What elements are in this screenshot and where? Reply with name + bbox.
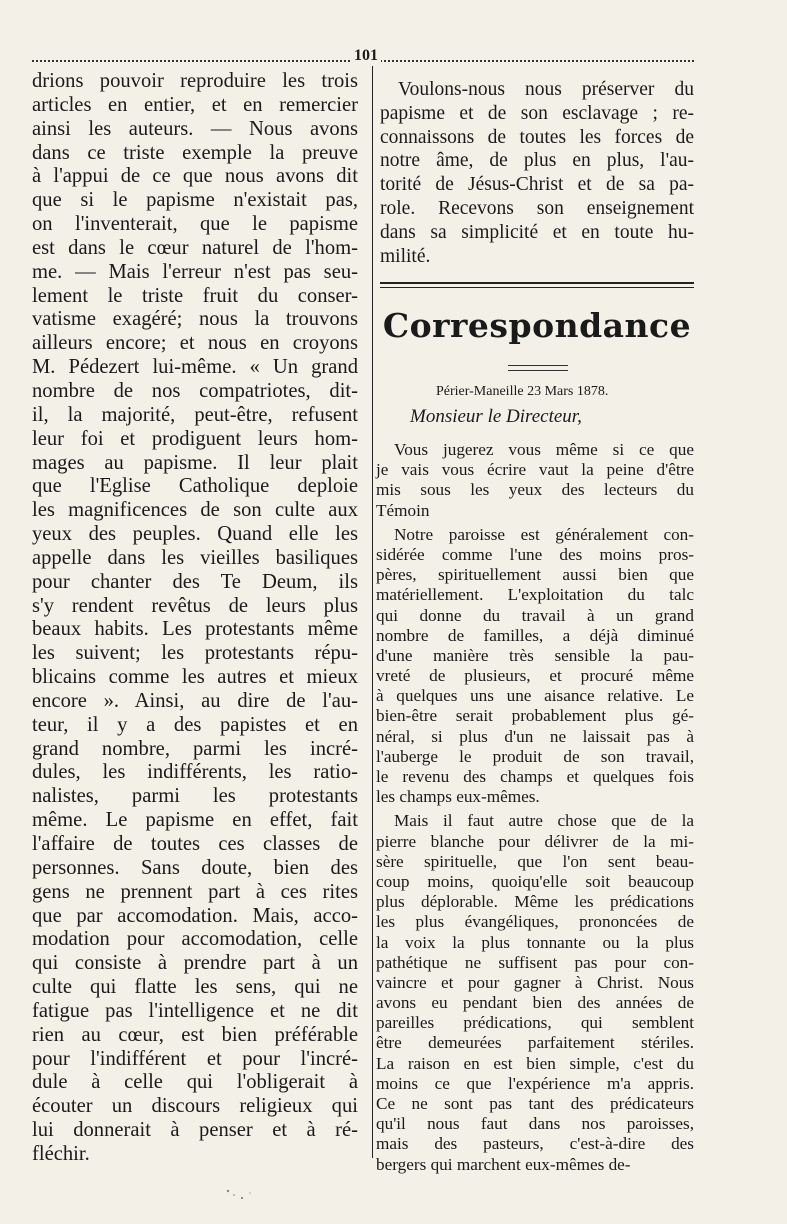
- left-column-line: pour l'indifférent et pour l'incré-: [32, 1047, 358, 1070]
- letter-line: coup moins, quoiqu'elle soit beaucoup: [376, 871, 694, 891]
- right-column-line: torité de Jésus-Christ et de sa pa-: [380, 174, 694, 196]
- letter-line: Témoin: [376, 500, 430, 520]
- left-column-line: me. — Mais l'erreur n'est pas seu-: [32, 260, 358, 283]
- left-column-line: M. Pédezert lui-même. « Un grand: [32, 356, 358, 379]
- left-column-line: dule à celle qui l'obligerait à: [32, 1071, 358, 1094]
- letter-line: qu'il nous faut dans nos paroisses,: [376, 1114, 694, 1134]
- letter-line: sidérée comme l'une des moins pros-: [376, 544, 694, 564]
- letter-line: La raison en est bien simple, c'est du: [376, 1053, 694, 1073]
- left-column-line: les suivent; les protestants répu-: [32, 642, 358, 665]
- letter-line: avons eu pendant bien des années de: [376, 993, 694, 1013]
- left-column-line: appelle dans les vieilles basiliques: [32, 546, 358, 569]
- letter-line: bergers qui marchent eux-mêmes de-: [376, 1154, 631, 1174]
- left-column-line: les magnificences de son culte aux: [32, 499, 358, 522]
- left-column-line: teur, il y a des papistes et en: [32, 713, 358, 736]
- left-column-line: modation pour accomodation, celle: [32, 928, 358, 951]
- left-column-line: culte qui flatte les sens, qui ne: [32, 976, 358, 999]
- letter-line: Notre paroisse est généralement con-: [394, 524, 694, 544]
- left-column-line: pour chanter des Te Deum, ils: [32, 570, 358, 593]
- left-column-line: qui consiste à prendre part à un: [32, 952, 358, 975]
- left-column-line: ainsi les auteurs. — Nous avons: [32, 117, 358, 140]
- letter-body: [376, 440, 694, 1175]
- letter-line: sère spirituelle, que l'on sent beau-: [376, 851, 694, 871]
- left-column-line: nalistes, parmi les protestants: [32, 785, 358, 808]
- letter-line: les plus évangéliques, prononcées de: [376, 912, 694, 932]
- left-column-line: est dans le cœur naturel de l'hom-: [32, 236, 358, 259]
- letter-dateline: Périer-Maneille 23 Mars 1878.: [436, 384, 609, 399]
- title-ornament: [508, 365, 568, 371]
- left-column-line: vatisme exagéré; nous la trouvons: [32, 308, 358, 331]
- left-column-line: à l'appui de ce que nous avons dit: [32, 165, 358, 188]
- left-column-line: que l'Eglise Catholique deploie: [32, 475, 358, 498]
- right-column-line: milité.: [380, 245, 431, 267]
- letter-line: je vais vous écrire vaut la peine d'être: [376, 460, 694, 480]
- letter-line: vreté de plusieurs, et procuré même: [376, 666, 694, 686]
- left-column-line: fléchir.: [32, 1142, 90, 1165]
- right-column-line: role. Recevons son enseignement: [380, 197, 694, 219]
- left-column-line: l'affaire de toutes ces classes de: [32, 833, 358, 855]
- letter-paragraph: [376, 811, 694, 1174]
- left-column-line: grand nombre, parmi les incré-: [32, 737, 358, 760]
- right-column-line: Voulons-nous nous préserver du: [398, 79, 694, 100]
- right-column-line: dans sa simplicité et en toute hu-: [380, 221, 694, 243]
- section-title: Correspondance: [382, 306, 692, 345]
- letter-paragraph: [376, 440, 694, 521]
- letter-paragraph: [376, 525, 694, 808]
- left-column-line: rien au cœur, est bien préférable: [32, 1023, 358, 1046]
- left-column-line: ailleurs encore; et nous en croyons: [32, 332, 358, 355]
- left-column-line: mages au papisme. Il leur plait: [32, 451, 358, 474]
- letter-salutation: Monsieur le Directeur,: [410, 406, 582, 427]
- left-column-line: fatigue pas l'intelligence et ne dit: [32, 999, 358, 1022]
- left-column-line: il, la majorité, peut-être, refusent: [32, 403, 358, 426]
- letter-line: moins ce que l'expérience m'a appris.: [376, 1073, 694, 1093]
- right-column-line: connaissons de toutes les forces de: [380, 126, 694, 148]
- left-column-line: articles en entier, et en remercier: [32, 93, 358, 116]
- letter-line: néral, si plus d'un ne laissait pas à: [376, 726, 694, 746]
- right-column-line: papisme et de son esclavage ; re-: [380, 102, 694, 124]
- letter-line: pierre blanche pour délivrer de la mi-: [376, 831, 694, 851]
- left-column-line: gens ne prennent part à ces rites: [32, 880, 358, 903]
- left-column-line: dules, les indifférents, les ratio-: [32, 761, 358, 784]
- letter-line: matériellement. L'exploitation du talc: [376, 585, 694, 605]
- left-column-line: nombre de nos compatriotes, dit-: [32, 379, 358, 402]
- page-number: 101: [351, 47, 381, 65]
- letter-line: vaincre et pour gagner à Christ. Nous: [376, 972, 694, 992]
- letter-line: être demeurées parfaitement stériles.: [376, 1033, 694, 1053]
- left-column-line: lement le triste fruit du conser-: [32, 284, 358, 307]
- letter-line: la voix la plus tonnante ou la plus: [376, 932, 694, 952]
- letter-line: mais des pasteurs, c'est-à-dire des: [376, 1134, 694, 1154]
- letter-line: Vous jugerez vous même si ce que: [394, 440, 694, 459]
- letter-line: pareilles prédications, qui semblent: [376, 1013, 694, 1033]
- left-column-line: lui donnerait à penser et à ré-: [32, 1119, 358, 1142]
- letter-line: mis sous les yeux des lecteurs du: [376, 480, 694, 500]
- left-column-line: écouter un discours religieux qui: [32, 1095, 358, 1118]
- letter-line: nombre de familles, a déjà diminué: [376, 625, 694, 645]
- letter-line: le revenu des champs et quelques fois: [376, 767, 694, 786]
- ink-smear: [220, 1185, 260, 1205]
- letter-line: d'une manière très sensible la pau-: [376, 645, 694, 665]
- section-separator-rule: [380, 282, 694, 288]
- letter-line: les champs eux-mêmes.: [376, 787, 540, 807]
- left-column-line: on l'inventerait, que le papisme: [32, 213, 358, 236]
- right-column-top-paragraph: [380, 78, 694, 268]
- left-column-line: leur foi et prodiguent leurs hom-: [32, 427, 358, 450]
- letter-line: l'auberge le produit de son travail,: [376, 746, 694, 766]
- letter-line: Mais il faut autre chose que de la: [394, 811, 694, 831]
- letter-line: pathétique ne suffisent pas pour con-: [376, 952, 694, 972]
- left-column-line: yeux des peuples. Quand elle les: [32, 523, 358, 546]
- right-column: [380, 78, 694, 268]
- left-column-line: blicains comme les autres et mieux: [32, 666, 358, 689]
- left-column-line: encore ». Ainsi, au dire de l'au-: [32, 689, 358, 712]
- left-column-line: s'y rendent revêtus de leurs plus: [32, 594, 358, 617]
- left-column-line: même. Le papisme en effet, fait: [32, 809, 358, 832]
- letter-line: qui donne du travail à un grand: [376, 605, 694, 625]
- left-column-line: que si le papisme n'existait pas,: [32, 189, 358, 212]
- letter-line: Ce ne sont pas tant des prédicateurs: [376, 1094, 694, 1113]
- left-column-line: beaux habits. Les protestants même: [32, 618, 358, 641]
- letter-line: à quelques uns une aisance relative. Le: [376, 686, 694, 706]
- left-column-line: que par accomodation. Mais, acco-: [32, 904, 358, 927]
- column-divider: [372, 66, 373, 1158]
- letter-line: pères, spirituellement aussi bien que: [376, 565, 694, 585]
- right-column-line: notre âme, de plus en plus, l'au-: [380, 150, 694, 172]
- letter-line: bien-être serait probablement plus gé-: [376, 706, 694, 726]
- left-column-line: dans ce triste exemple la preuve: [32, 141, 358, 164]
- left-column-line: drions pouvoir reproduire les trois: [32, 70, 358, 92]
- letter-line: plus déplorable. Même les prédications: [376, 892, 694, 912]
- left-column: [32, 70, 358, 1167]
- left-column-line: personnes. Sans doute, bien des: [32, 856, 358, 879]
